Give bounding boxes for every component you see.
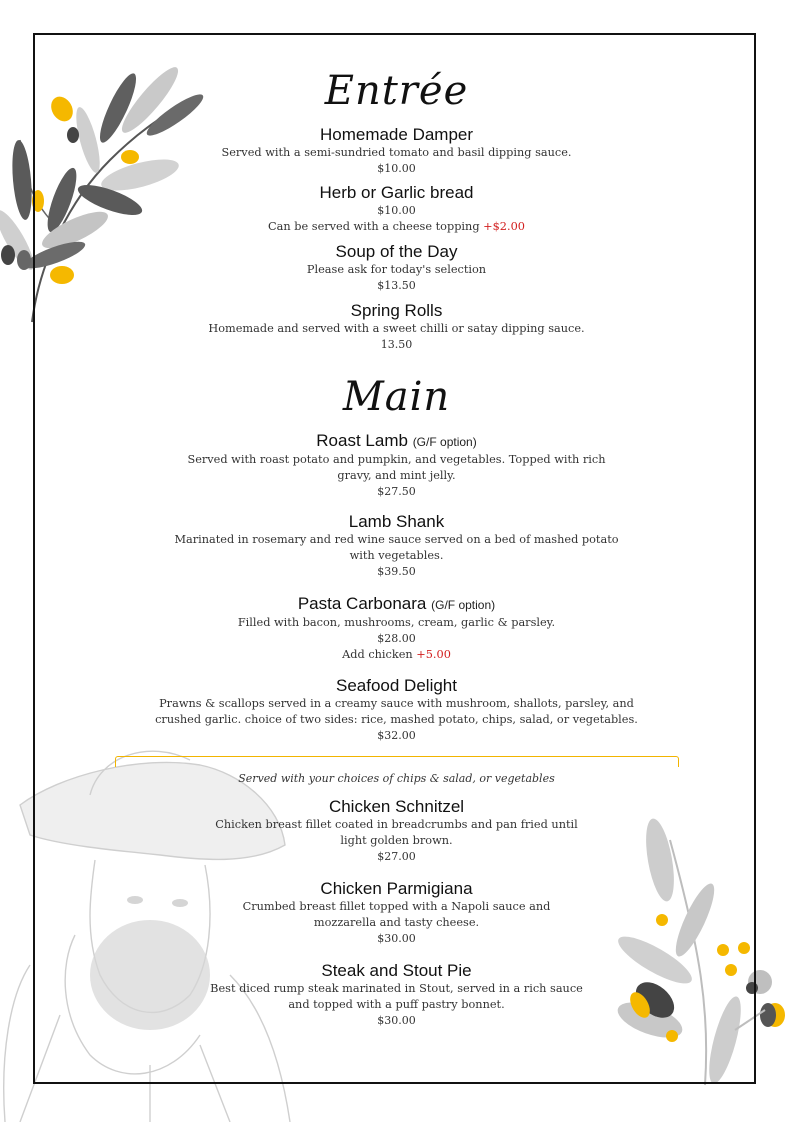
- menu-item: [33, 594, 760, 663]
- item-name: Seafood Delight: [336, 676, 457, 695]
- item-description: Filled with bacon, mushrooms, cream, garlic & parsley.: [237, 616, 556, 629]
- item-description: Homemade and served with a sweet chilli or satay dipping sauce.: [208, 322, 585, 335]
- menu-item: [33, 879, 760, 947]
- menu-item: [33, 512, 760, 580]
- item-description: gravy, and mint jelly.: [337, 469, 456, 482]
- sides-bracket: [115, 756, 679, 767]
- menu-item: [33, 676, 760, 744]
- item-addon: Add chicken +5.00: [342, 648, 451, 661]
- main-section-title: Main: [342, 374, 451, 420]
- item-price: $32.00: [377, 729, 416, 742]
- item-description: Served with roast potato and pumpkin, and vegetables. Topped with rich: [187, 453, 606, 466]
- menu-item: [33, 797, 760, 865]
- item-description: crushed garlic. choice of two sides: rice, mashed potato, chips, salad, or vegetables.: [155, 713, 638, 726]
- item-price: $30.00: [377, 1014, 416, 1027]
- menu-item: [33, 301, 760, 353]
- item-price: $28.00: [377, 632, 416, 645]
- item-name: Roast Lamb (G/F option): [316, 431, 477, 450]
- menu-item: [33, 183, 760, 235]
- gf-option: (G/F option): [412, 435, 477, 449]
- item-price: $13.50: [377, 279, 416, 292]
- item-price: $30.00: [377, 932, 416, 945]
- item-description: Served with a semi-sundried tomato and basil dipping sauce.: [221, 146, 572, 159]
- item-price: $10.00: [377, 162, 416, 175]
- item-price: $39.50: [377, 565, 416, 578]
- extra-price: +5.00: [416, 648, 451, 661]
- menu-item: [33, 125, 760, 177]
- item-description: light golden brown.: [340, 834, 453, 847]
- menu-item: [33, 431, 760, 500]
- item-description: with vegetables.: [349, 549, 444, 562]
- item-description: Chicken breast fillet coated in breadcrumbs and pan fried until: [215, 818, 578, 831]
- extra-price: +$2.00: [483, 220, 525, 233]
- item-price: 13.50: [380, 338, 413, 351]
- item-name: Soup of the Day: [335, 242, 458, 261]
- item-description: Prawns & scallops served in a creamy sauce with mushroom, shallots, parsley, and: [159, 697, 634, 710]
- item-price: $27.00: [377, 850, 416, 863]
- sides-note: Served with your choices of chips & salad, or vegetables: [238, 772, 555, 785]
- item-name: Pasta Carbonara (G/F option): [297, 594, 496, 613]
- gf-option: (G/F option): [431, 598, 496, 612]
- item-name: Lamb Shank: [348, 512, 445, 531]
- item-description: mozzarella and tasty cheese.: [313, 916, 480, 929]
- item-description: Marinated in rosemary and red wine sauce served on a bed of mashed potato: [174, 533, 619, 546]
- item-description: Best diced rump steak marinated in Stout, served in a rich sauce: [210, 982, 583, 995]
- item-description: Crumbed breast fillet topped with a Napoli sauce and: [242, 900, 551, 913]
- item-description: and topped with a puff pastry bonnet.: [288, 998, 505, 1011]
- item-name: Steak and Stout Pie: [321, 961, 472, 980]
- item-price: $27.50: [377, 485, 416, 498]
- menu-item: [33, 961, 760, 1029]
- item-name: Chicken Parmigiana: [320, 879, 473, 898]
- item-name: Spring Rolls: [350, 301, 443, 320]
- item-name: Homemade Damper: [319, 125, 474, 144]
- item-name: Chicken Schnitzel: [328, 797, 465, 816]
- item-note: Can be served with a cheese topping +$2.00: [268, 220, 525, 233]
- item-name: Herb or Garlic bread: [319, 183, 474, 202]
- menu-item: [33, 242, 760, 294]
- item-description: Please ask for today's selection: [306, 263, 487, 276]
- entree-section-title: Entrée: [324, 68, 469, 114]
- item-price: $10.00: [377, 204, 416, 217]
